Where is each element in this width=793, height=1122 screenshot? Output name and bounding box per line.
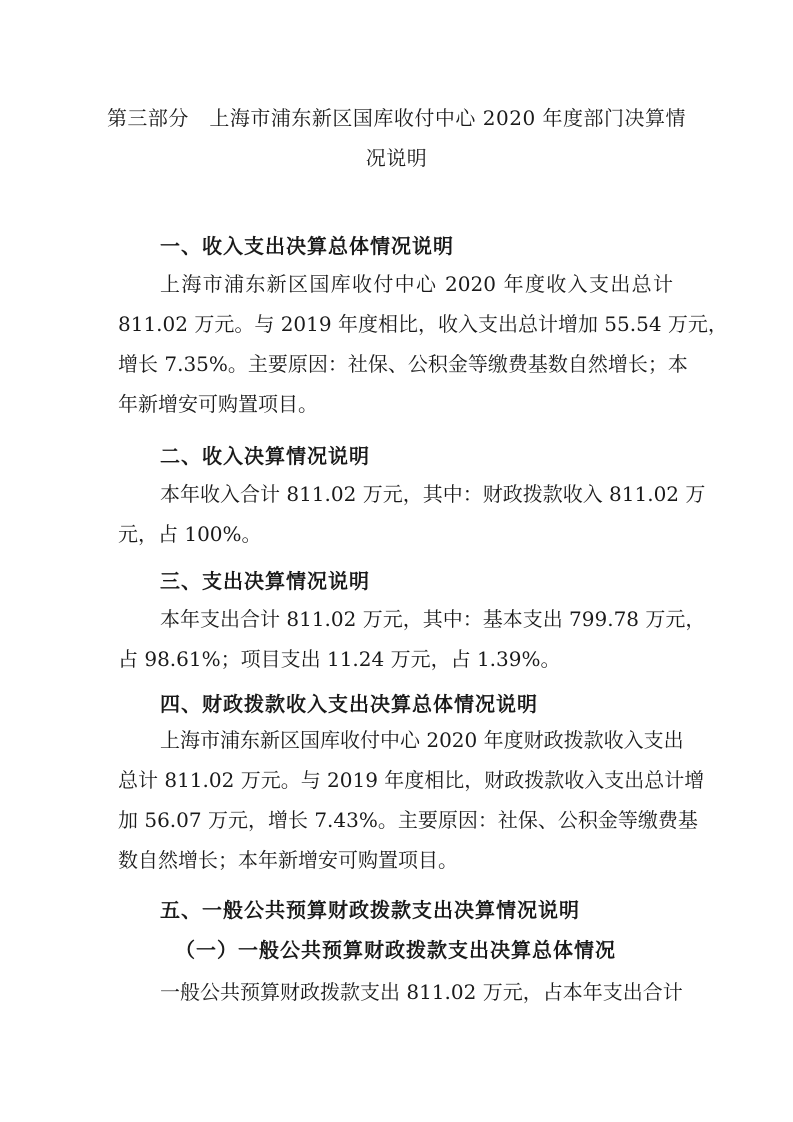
section-4-heading: 四、财政拨款收入支出决算总体情况说明: [160, 692, 538, 716]
section-4-body: [118, 720, 705, 880]
section-2-line-1: 本年收入合计 811.02 万元，其中：财政拨款收入 811.02 万: [160, 482, 706, 506]
title-line-2: 况说明: [365, 146, 428, 170]
section-3-line-1: 本年支出合计 811.02 万元，其中：基本支出 799.78 万元，: [160, 607, 706, 631]
title-line-1: 第三部分 上海市浦东新区国库收付中心 2020 年度部门决算情: [106, 106, 687, 130]
page-title: [100, 98, 693, 178]
section-4-line-2: 总计 811.02 万元。与 2019 年度相比，财政拨款收入支出总计增: [118, 768, 705, 792]
section-3-line-2: 占 98.61%；项目支出 11.24 万元，占 1.39%。: [118, 647, 561, 671]
section-4-line-3: 加 56.07 万元，增长 7.43%。主要原因：社保、公积金等缴费基: [118, 808, 698, 832]
section-1-body: [118, 264, 728, 424]
section-3-heading: 三、支出决算情况说明: [160, 569, 370, 593]
section-5-subheading: （一）一般公共预算财政拨款支出决算总体情况: [175, 938, 616, 962]
section-5-body: [118, 972, 683, 1012]
section-3-body: [118, 599, 706, 679]
section-2-heading: 二、收入决算情况说明: [160, 444, 370, 468]
section-1-line-3: 增长 7.35%。主要原因：社保、公积金等缴费基数自然增长；本: [118, 352, 688, 376]
section-4-line-1: 上海市浦东新区国库收付中心 2020 年度财政拨款收入支出: [160, 728, 684, 752]
section-1-line-2: 811.02 万元。与 2019 年度相比，收入支出总计增加 55.54 万元，: [118, 312, 728, 336]
section-1-line-1: 上海市浦东新区国库收付中心 2020 年度收入支出总计: [160, 272, 673, 296]
section-4-line-4: 数自然增长；本年新增安可购置项目。: [118, 848, 458, 872]
section-5-heading: 五、一般公共预算财政拨款支出决算情况说明: [160, 898, 580, 922]
section-1-heading: 一、收入支出决算总体情况说明: [160, 234, 454, 258]
section-1-line-4: 年新增安可购置项目。: [118, 392, 318, 416]
section-2-body: [118, 474, 706, 554]
section-2-line-2: 元，占 100%。: [118, 522, 262, 546]
section-5-line-1: 一般公共预算财政拨款支出 811.02 万元，占本年支出合计: [160, 980, 683, 1004]
